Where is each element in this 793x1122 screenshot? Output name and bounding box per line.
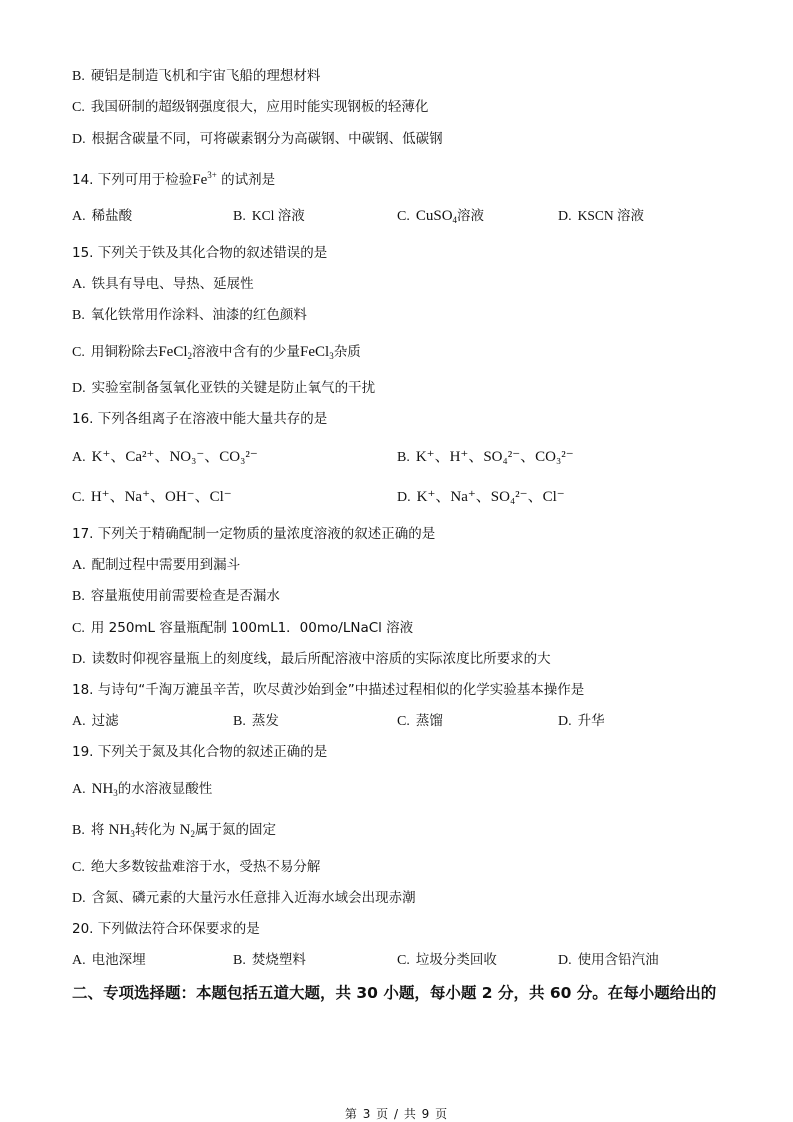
q14-stem: 14. 下列可用于检验$Fe^{3+}$ 的试剂是: [72, 170, 276, 188]
q16-stem: 16. 下列各组离子在溶液中能大量共存的是: [72, 411, 328, 427]
q20-stem: 20. 下列做法符合环保要求的是: [72, 921, 260, 937]
option-label: D.: [72, 132, 86, 147]
q14-option-b: B. KCl 溶液: [233, 208, 305, 224]
q18-option-a: A. 过滤: [72, 713, 119, 729]
q19-option-d: D. 含氮、磷元素的大量污水任意排入近海水域会出现赤潮: [72, 890, 416, 906]
option-text: 我国研制的超级钢强度很大，应用时能实现钢板的轻薄化: [90, 99, 429, 115]
q15-option-a: A. 铁具有导电、导热、延展性: [72, 276, 254, 292]
q17-stem: 17. 下列关于精确配制一定物质的量浓度溶液的叙述正确的是: [72, 526, 436, 542]
q18-option-c: C. 蒸馏: [397, 713, 443, 729]
page-footer: 第 3 页 / 共 9 页: [344, 1107, 449, 1121]
q13-option-d: [72, 130, 443, 148]
q18-option-d: D. 升华: [558, 713, 605, 729]
q15-option-b: B. 氧化铁常用作涂料、油漆的红色颜料: [72, 307, 307, 323]
q17-option-c: C. 用 250mL 容量瓶配制 100mL1．00mo/LNaCl 溶液: [72, 620, 414, 636]
option-text: 硬铝是制造飞机和宇宙飞船的理想材料: [90, 68, 321, 84]
q15-option-d: D. 实验室制备氢氧化亚铁的关键是防止氧气的干扰: [72, 380, 376, 396]
q15-option-c: C. 用铜粉除去FeCl$_2$溶液中含有的少量FeCl$_3$杂质: [72, 344, 361, 361]
q19-option-a: A. $NH_3$的水溶液显酸性: [72, 781, 213, 798]
q16-option-c: C. H⁺、Na⁺、OH⁻、Cl⁻: [72, 489, 232, 505]
q19-option-b: B. 将 $NH_3$转化为 $N_2$属于氮的固定: [72, 822, 276, 839]
q16-option-a: A. K⁺、Ca²⁺、NO₃⁻、CO₃²⁻: [72, 449, 258, 465]
q14-option-d: D. KSCN 溶液: [558, 208, 645, 224]
q19-stem: 19. 下列关于氮及其化合物的叙述正确的是: [72, 744, 328, 760]
q17-option-a: A. 配制过程中需要用到漏斗: [72, 557, 241, 573]
section-heading: 二、专项选择题：本题包括五道大题，共 30 小题，每小题 2 分，共 60 分。在每小题给出的: [72, 984, 717, 1002]
q15-stem: 15. 下列关于铁及其化合物的叙述错误的是: [72, 245, 328, 261]
q20-option-b: B. 焚烧塑料: [233, 952, 306, 968]
q20-option-c: C. 垃圾分类回收: [397, 952, 497, 968]
q13-option-c: [72, 98, 428, 116]
option-text: 根据含碳量不同，可将碳素钢分为高碳钢、中碳钢、低碳钢: [91, 131, 443, 147]
q14-option-a: A. 稀盐酸: [72, 208, 133, 224]
q18-option-b: B. 蒸发: [233, 713, 279, 729]
q19-option-c: C. 绝大多数铵盐难溶于水，受热不易分解: [72, 859, 321, 875]
q16-option-b: B. K⁺、H⁺、SO₄²⁻、CO₃²⁻: [397, 449, 574, 465]
q20-option-d: D. 使用含铅汽油: [558, 952, 659, 968]
q13-option-b: [72, 67, 320, 85]
q18-stem: 18. 与诗句“千淘万漉虽辛苦，吹尽黄沙始到金”中描述过程相似的化学实验基本操作是: [72, 682, 585, 698]
q20-option-a: A. 电池深埋: [72, 952, 146, 968]
option-label: C.: [72, 100, 85, 115]
option-label: B.: [72, 69, 85, 84]
q16-option-d: D. K⁺、Na⁺、SO₄²⁻、Cl⁻: [397, 489, 565, 505]
q14-option-c: C. CuSO$_4$溶液: [397, 208, 485, 225]
q17-option-d: D. 读数时仰视容量瓶上的刻度线，最后所配溶液中溶质的实际浓度比所要求的大: [72, 651, 551, 667]
q17-option-b: B. 容量瓶使用前需要检查是否漏水: [72, 588, 280, 604]
ion-formula: $Fe^{3+}$: [192, 170, 217, 188]
